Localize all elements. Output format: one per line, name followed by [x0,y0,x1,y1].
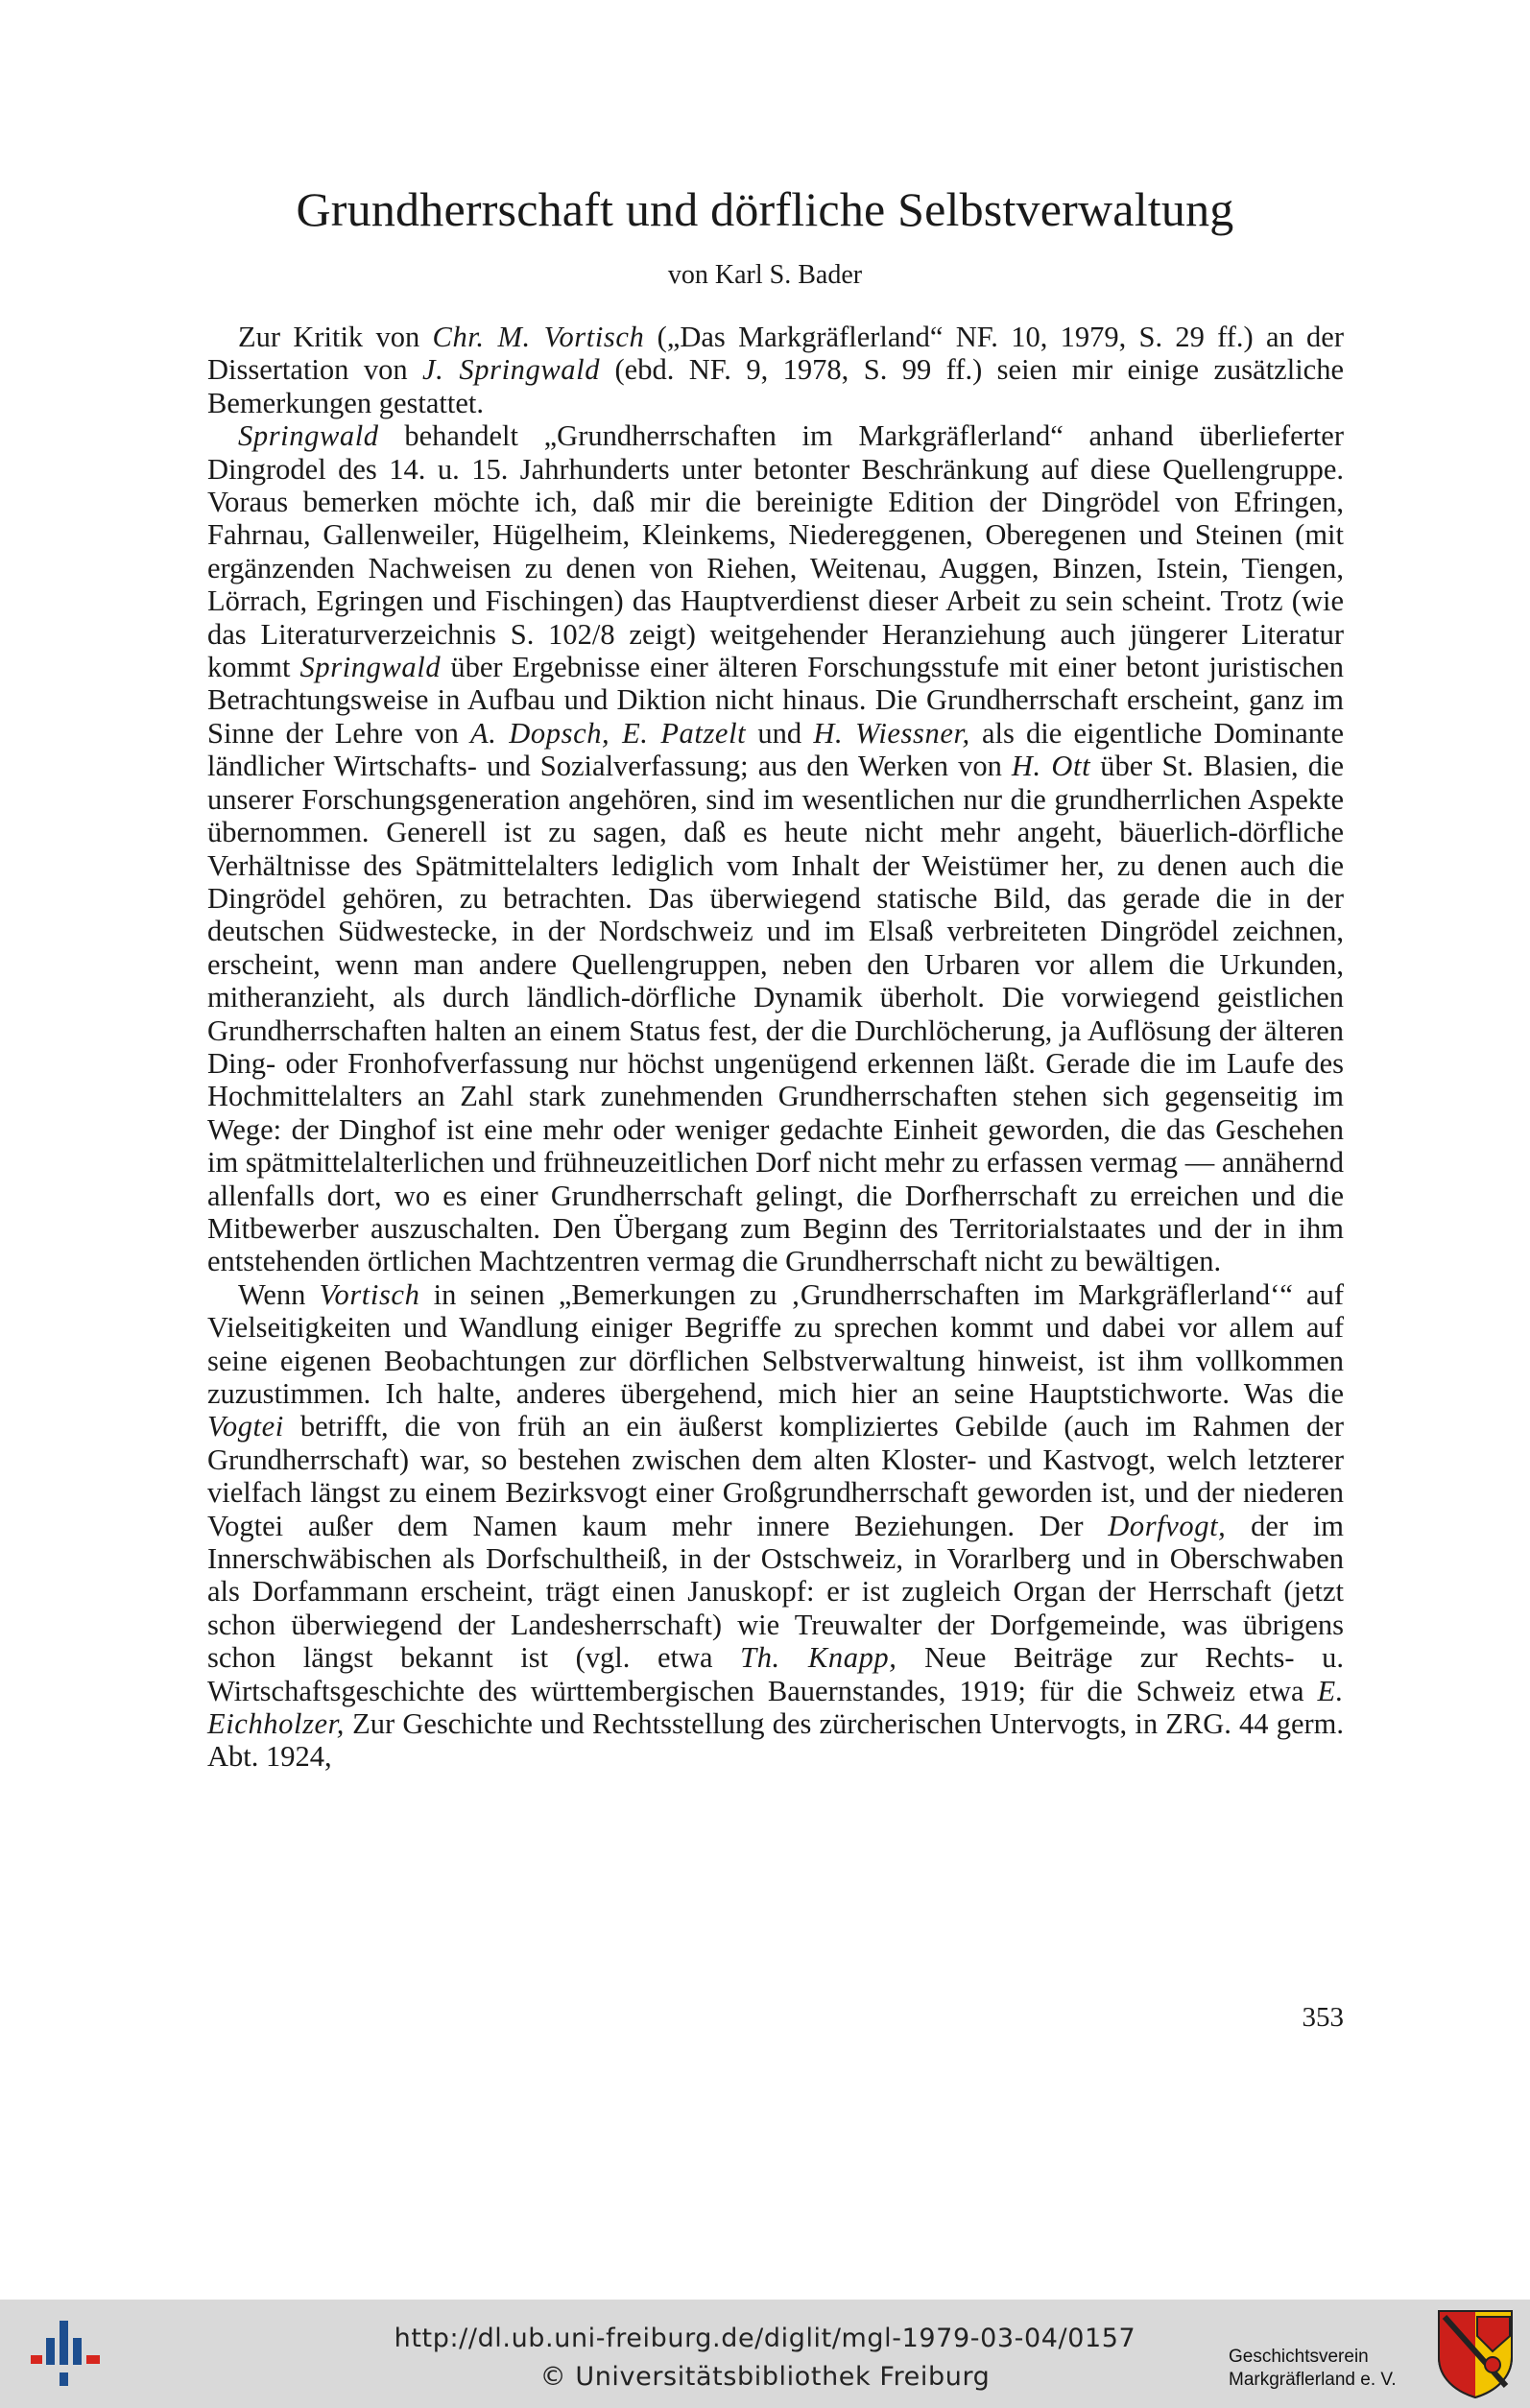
article-body [207,321,1344,1774]
text-run: betrifft, die von früh an ein äußerst kompliziertes Gebilde (auch im Rahmen der Grundherrschaft) war, so bestehen zwischen dem alten Kloster- und Kastvogt, welch letzterer vielfach längst zu einem Bezirksvogt einer Großgrundherrschaft geworden ist, und der niederen Vogtei außer dem Namen kaum mehr innere Beziehungen. Der [207,1410,1344,1542]
text-run: (ebd. NF. 9, 1978, S. 99 ff.) seien mir einige zusätzliche Bemerkungen gestattet. [207,353,1344,419]
footer-url-link[interactable]: http://dl.ub.uni-freiburg.de/diglit/mgl-1979-03-04/0157 [394,2324,1136,2353]
italic-name: H. Ott [1011,750,1091,783]
text-run: Zur Kritik von [238,321,433,353]
italic-name: Vortisch [319,1277,420,1311]
footer-copyright: © Universitätsbibliothek Freiburg [539,2362,991,2392]
text-run: Zur Geschichte und Rechtsstellung des zürcherischen Untervogts, in ZRG. 44 germ. Abt. 1924, [207,1707,1344,1774]
italic-name: E. Eichholzer, [207,1674,1344,1741]
text-run: und [746,716,814,750]
page-title: Grundherrschaft und dörfliche Selbstverwaltung [296,182,1234,236]
text-run: behandelt „Grundherrschaften im Markgräflerland“ anhand überlieferter Dingrodel des 14. u. 15. Jahrhunderts unter betonter Beschränkung auf diese Quellengruppe. Voraus bemerken möchte ich, daß mir die bereinigte Edition der Dingrödel von Efringen, Fahrnau, Gallenweiler, Hügelheim, Kleinkems, Niedereggenen, Oberegenen und Steinen (mit ergänzenden Nachweisen zu denen von Riehen, Weitenau, Auggen, Binzen, Istein, Tiengen, Lörrach, Egringen und Fischingen) das Hauptverdienst dieser Arbeit zu sein scheint. Trotz (wie das Literaturverzeichnis S. 102/8 zeigt) weitgehender Heranziehung auch jüngerer Literatur kommt [207,419,1344,684]
italic-name: Vogtei [207,1410,284,1443]
italic-name: Springwald [238,419,379,453]
footer-bar [0,2300,1530,2408]
page-number: 353 [1302,2002,1344,2033]
body-paragraph [207,1278,1344,1774]
society-name-line1: Geschichtsverein [1229,2347,1369,2367]
body-paragraph [207,419,1344,1278]
text-run: über St. Blasien, die unserer Forschungsgeneration angehören, sind im wesentlichen nur die grundherrlichen Aspekte übernommen. Generell ist zu sagen, daß es heute nicht mehr angeht, bäuerlich-dörfliche Verhältnisse des Spätmittelalters lediglich vom Inhalt der Weistümer her, zu denen auch die Dingrödel gehören, zu betrachten. Das überwiegend statische Bild, das gerade die in der deutschen Südwestecke, in der Nordschweiz und im Elsaß verbreiteten Dingrödel zeichnen, erscheint, wenn man andere Quellengruppen, neben den Urbaren vor allem die Urkunden, mitheranzieht, als durch ländlich-dörfliche Dynamik überholt. Die vorwiegend geistlichen Grundherrschaften halten an einem Status fest, der die Durchlöcherung, ja Auflösung der älteren Ding- oder Fronhofverfassung nur höchst ungenügend erkennen läßt. Gerade die im Laufe des Hochmittelalters an Zahl stark zunehmenden Grundherrschaften stehen sich gegenseitig im Wege: der Dinghof ist eine mehr oder weniger gedachte Einheit geworden, die das Geschehen im spätmittelalterlichen und frühneuzeitlichen Dorf nicht mehr zu erfassen vermag — annähernd allenfalls dort, wo es einer Grundherrschaft gelingt, die Dorfherrschaft zu erreichen und die Mitbewerber auszuschalten. Den Übergang zum Beginn des Territorialstaates und der in ihm entstehenden örtlichen Machtzentren vermag die Grundherrschaft nicht zu bewältigen. [207,750,1344,1278]
italic-name: Chr. M. Vortisch [432,321,645,353]
markgraeflerland-crest-icon[interactable] [1435,2307,1516,2399]
italic-name: A. Dopsch, E. Patzelt [470,716,747,750]
italic-name: Springwald [299,651,442,684]
text-run: der im Innerschwäbischen als Dorfschultheiß, in der Ostschweiz, in Vorarlberg und in Oberschwaben als Dorfammann erscheint, trägt einen Januskopf: er ist zugleich Organ der Herrschaft (jetzt schon überwiegend der Landesherrschaft) wie Treuwalter der Dorfgemeinde, was übrigens schon längst bekannt ist (vgl. etwa [207,1509,1344,1675]
text-run: in seinen „Bemerkungen zu ‚Grundherrschaften im Markgräflerland‘“ auf Vielseitigkeiten und Wandlung einiger Begriffe zu sprechen kommt und dabei vor allem auf seine eigenen Beobachtungen zur dörflichen Selbstverwaltung hinweist, ist ihm vollkommen zuzustimmen. Ich halte, anderes übergehend, mich hier an seine Hauptstichworte. Was die [207,1277,1344,1410]
text-run: Wenn [238,1277,320,1311]
italic-name: H. Wiessner, [813,716,970,750]
text-run: als die eigentliche Dominante ländlicher Wirtschafts- und Sozialverfassung; aus den Werken von [207,716,1344,783]
body-paragraph [207,321,1344,419]
italic-name: J. Springwald [422,353,601,387]
text-run: Neue Beiträge zur Rechts- u. Wirtschaftsgeschichte des württembergischen Bauernstandes, 1919; für die Schweiz etwa [207,1641,1344,1707]
text-run: („Das Markgräflerland“ NF. 10, 1979, S. 29 ff.) an der Dissertation von [207,321,1345,387]
text-run: über Ergebnisse einer älteren Forschungsstufe mit einer betont juristischen Betrachtungsweise in Aufbau und Diktion nicht hinaus. Die Grundherrschaft erscheint, ganz im Sinne der Lehre von [207,651,1344,750]
italic-name: Th. Knapp, [740,1641,897,1675]
author-line: von Karl S. Bader [667,260,863,290]
italic-name: Dorfvogt, [1108,1509,1227,1542]
society-name-line2: Markgräflerland e. V. [1229,2370,1397,2390]
society-name [1229,2346,1430,2392]
